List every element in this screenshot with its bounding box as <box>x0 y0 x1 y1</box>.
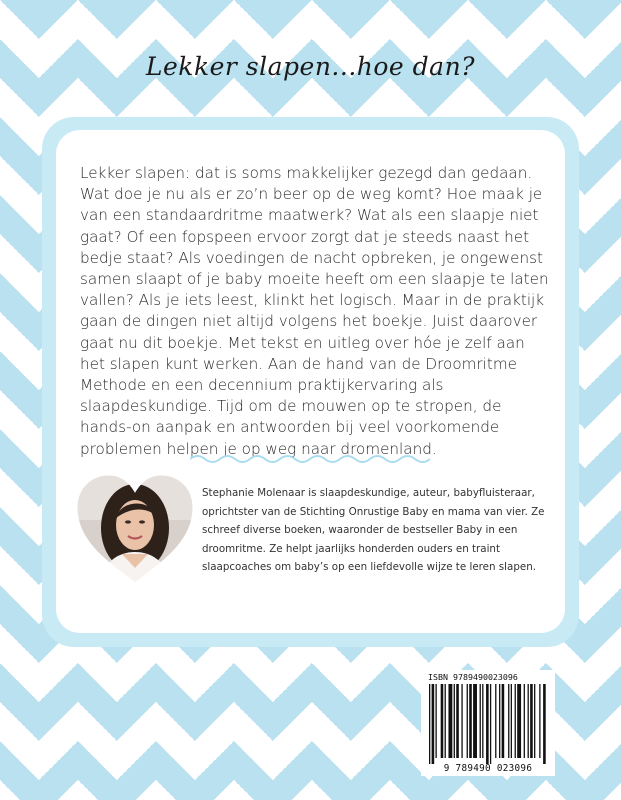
barcode-bar <box>524 684 525 758</box>
barcode-bar <box>486 684 489 764</box>
author-bio: Stephanie Molenaar is slaapdeskundige, auteur, babyfluisteraar, oprichtster van de Stichting Onrustige Baby en mama van vier. Ze schreef diverse boeken, waaronder de bestseller Baby in een droomritme. Ze helpt jaarlijks honderden ouders en traint slaapcoaches om baby’s op een liefdevolle wijze te leren slapen. <box>202 487 545 574</box>
barcode-bar <box>534 684 535 758</box>
barcode-bar <box>461 684 462 758</box>
barcode-bar <box>502 684 505 758</box>
book-title: Lekker slapen...hoe dan? <box>145 52 476 81</box>
barcode-bar <box>467 684 468 758</box>
barcode-bar <box>490 684 491 764</box>
barcode-bar <box>429 684 430 764</box>
barcode-bar <box>508 684 509 758</box>
barcode-bar <box>482 684 483 758</box>
barcode-bar <box>469 684 472 758</box>
barcode-bar <box>530 684 533 758</box>
barcode-bar <box>539 684 540 758</box>
barcode-bar <box>543 684 546 764</box>
wave-divider-icon <box>190 452 430 466</box>
barcode-bar <box>515 684 516 758</box>
barcode-bars <box>429 684 547 764</box>
isbn-label: ISBN 9789490023096 <box>428 672 518 682</box>
barcode-bar <box>473 684 477 758</box>
barcode-bar <box>480 684 481 758</box>
barcode-bar <box>448 684 452 758</box>
isbn-digits: 9 789490 023096 <box>443 763 533 774</box>
barcode-bar <box>454 684 455 758</box>
barcode <box>421 670 555 776</box>
barcode-bar <box>441 684 444 758</box>
barcode-bar <box>435 684 436 758</box>
book-blurb: Lekker slapen: dat is soms makkelijker gezegd dan gedaan. Wat doe je nu als er zo’n beer op de weg komt? Hoe maak je van een standaardritme maatwerk? Wat als een slaapje niet gaat? Of een fopspeen ervoor zorgt dat je steeds naast het bedje staat? Als voedingen de nacht opbreken, je ongewenst samen slaapt of je baby moeite heeft om een slaapje te laten vallen? Als je iets leest, klinkt het logisch. Maar in de praktijk gaan de dingen niet altijd volgens het boekje. Juist daarover gaat nu dit boekje. Met tekst en uitleg over hóe je zelf aan het slapen kunt werken. Aan de hand van de Droomritme Methode en een decennium praktijkervaring als slaapdeskundige. Tijd om de mouwen op te stropen, de hands-on aanpak en antwoorden bij veel voorkomende problemen helpen je op weg naar dromenland. <box>80 164 549 458</box>
barcode-bar <box>511 684 512 758</box>
barcode-bar <box>517 684 521 758</box>
barcode-bar <box>495 684 496 758</box>
barcode-bar <box>432 684 435 764</box>
barcode-bar <box>528 684 529 758</box>
barcode-bar <box>445 684 446 758</box>
barcode-bar <box>499 684 500 758</box>
author-photo <box>72 470 198 588</box>
barcode-bar <box>456 684 459 758</box>
